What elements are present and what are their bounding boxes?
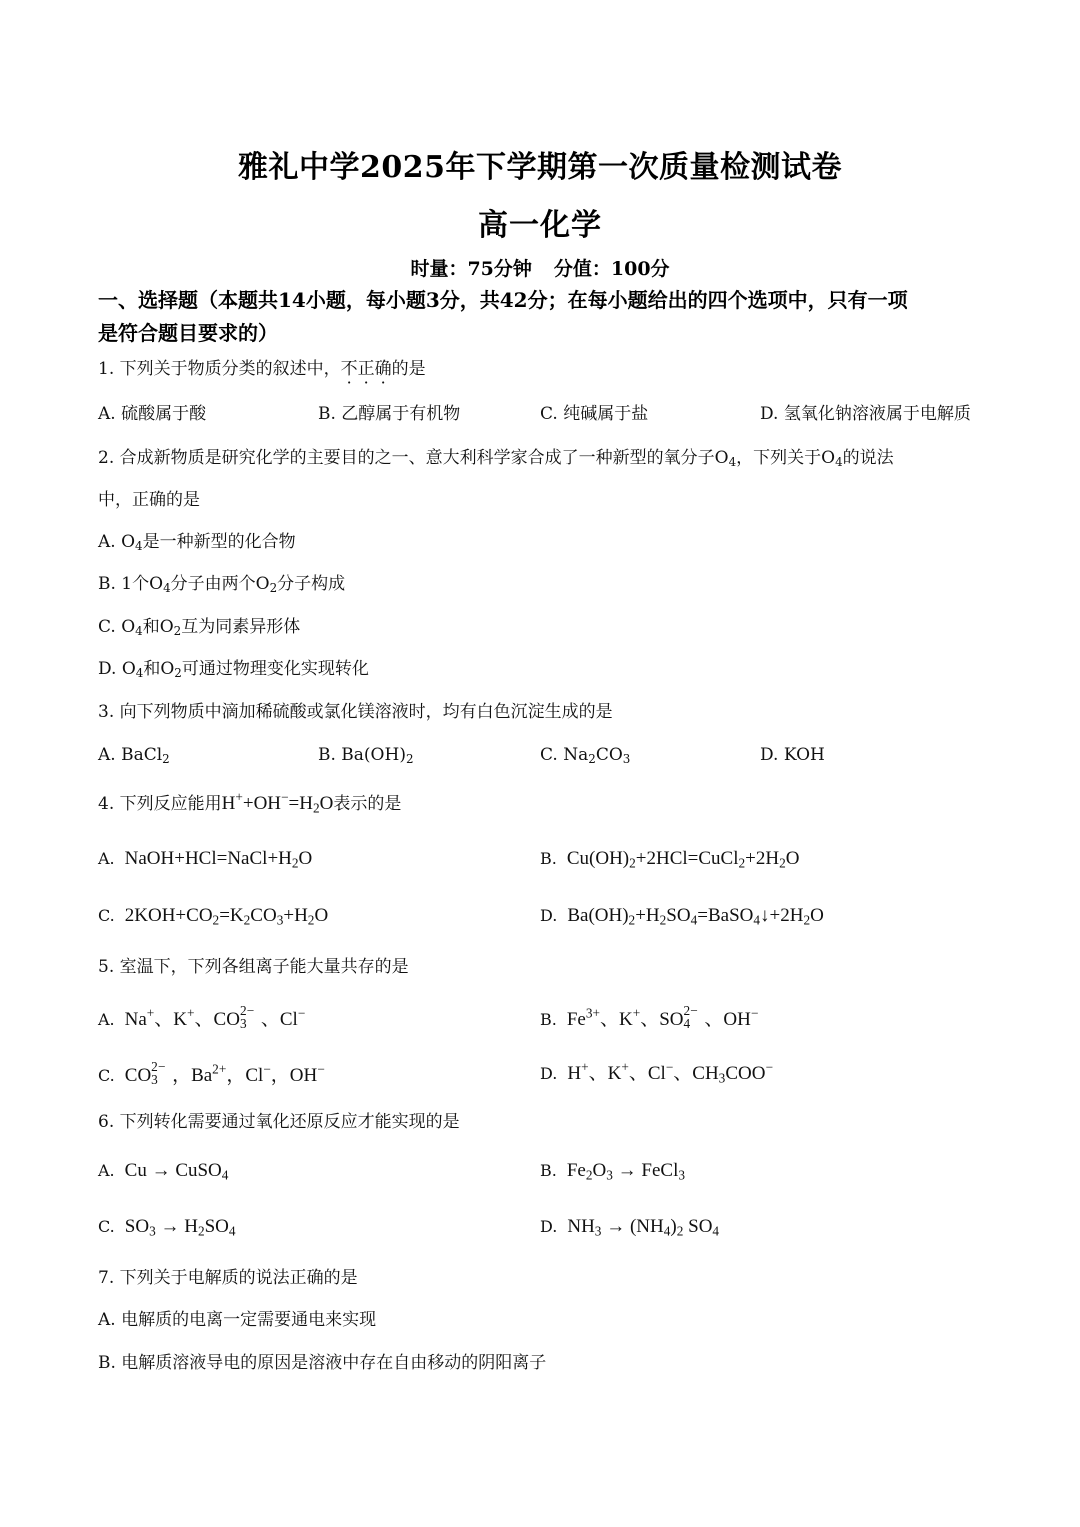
question-6-option-c: C. $SO_3 \to H_2SO_4$ [98,1216,236,1239]
exam-meta [0,254,1080,281]
section-heading-line1: 一、选择题（本题共14小题，每小题3分，共42分；在每小题给出的四个选项中，只有一项 [98,288,908,312]
question-2-stem-line1: 2. 合成新物质是研究化学的主要目的之一、意大利科学家合成了一种新型的氧分子$O_4$，下列关于$O_4$的说法 [98,448,894,469]
question-7-stem: 7. 下列关于电解质的说法正确的是 [98,1268,358,1288]
question-6-stem: 6. 下列转化需要通过氧化还原反应才能实现的是 [98,1112,460,1132]
question-6-option-b: B. $Fe_2O_3$ → FeCl$_3$ [540,1160,685,1183]
question-3-stem: 3. 向下列物质中滴加稀硫酸或氯化镁溶液时，均有白色沉淀生成的是 [98,702,613,722]
question-1-option-d: D. 氢氧化钠溶液属于电解质 [760,404,971,424]
question-4-option-d: D. $Ba(OH)_2+H_2SO_4=BaSO_4↓+2H_2O$ [540,905,824,928]
question-3-option-d: D. KOH [760,745,825,765]
question-6-option-d: D. $NH_3 \to (NH_4)_2$ $SO_4$ [540,1216,720,1239]
question-4-option-b: B. $Cu(OH)_2+2HCl=CuCl_2+2H_2O$ [540,848,800,871]
question-5-option-b: B. $Fe^{3+}$、K+、SO 2− 4 、OH− [540,1002,759,1031]
question-7-option-b: B. 电解质溶液导电的原因是溶液中存在自由移动的阴阳离子 [98,1353,547,1373]
question-4-stem: 4. 下列反应能用$H^++OH^-=H_2O$表示的是 [98,789,402,816]
section-heading-line2: 是符合题目要求的） [98,321,278,345]
question-3-option-c: C. $Na_2CO_3$ [540,745,631,766]
question-5-option-d: D. H+、K+、Cl−、$CH_3COO^-$ [540,1059,773,1086]
question-5-stem: 5. 室温下，下列各组离子能大量共存的是 [98,957,409,977]
question-1-option-b: B. 乙醇属于有机物 [318,404,461,424]
question-3-option-b: B. $Ba(OH)_2$ [318,745,414,766]
subject-title: 高一化学 [478,208,602,243]
question-4-option-a: A. $NaOH+HCl=NaCl+H_2O$ [98,848,313,871]
question-2-option-a: A. $O_4$是一种新型的化合物 [98,532,296,553]
question-5-option-c: C. CO 2− 3 ，$Ba^{2+}$，Cl−，OH− [98,1058,325,1087]
question-2-option-d: D. $O_4$和$O_2$可通过物理变化实现转化 [98,659,369,680]
total-score: 分值：100分 [553,258,670,280]
question-2-option-b: B. 1个$O_4$分子由两个$O_2$分子构成 [98,574,346,595]
question-3-option-a: A. BaCl$_2$ [98,745,170,766]
question-1-stem: 1. 下列关于物质分类的叙述中，不正确的是 [98,359,426,379]
question-2-option-c: C. $O_4$和$O_2$互为同素异形体 [98,617,301,638]
exam-title: 雅礼中学2025年下学期第一次质量检测试卷 [238,150,842,185]
question-6-option-a: A. Cu → CuSO$_4$ [98,1160,229,1183]
question-2-stem-line2: 中，正确的是 [98,490,200,510]
question-5-option-a: A. Na+、K+、CO 2− 3 、Cl− [98,1002,306,1031]
ionic-equation: $H^++OH^-=H_2O$ [221,789,334,816]
time-limit: 时量：75分钟 [410,258,532,280]
question-1-option-a: A. 硫酸属于酸 [98,404,207,424]
question-1-option-c: C. 纯碱属于盐 [540,404,649,424]
section-heading [98,284,998,350]
question-4-option-c: C. $2KOH+CO_2=K_2CO_3+H_2O$ [98,905,329,928]
question-7-option-a: A. 电解质的电离一定需要通电来实现 [98,1310,377,1330]
